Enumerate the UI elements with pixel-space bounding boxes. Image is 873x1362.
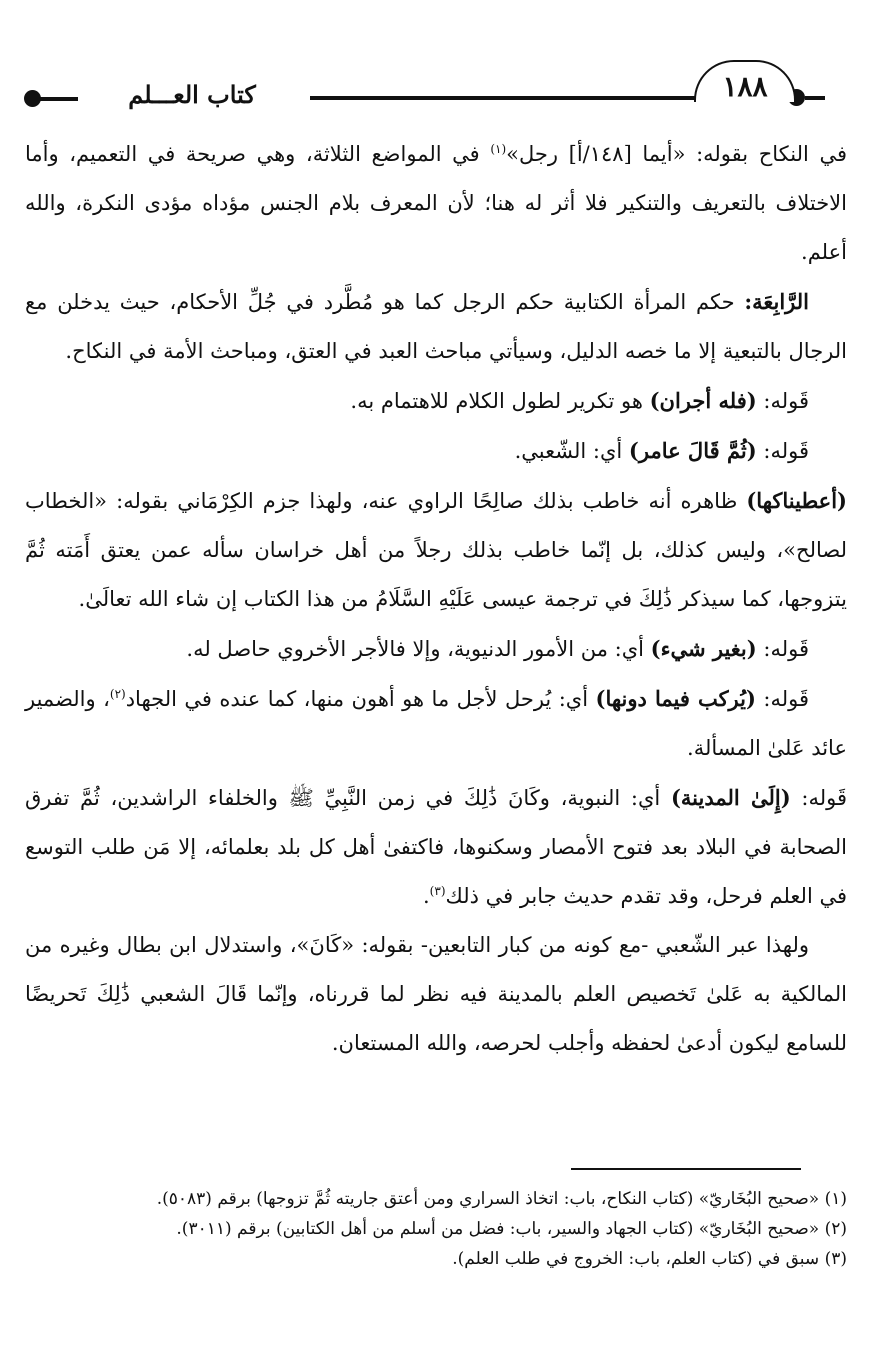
paragraph-6: [25, 624, 847, 674]
paragraph-1-text-cont: في المواضع الثلاثة، وهي صريحة في التعميم، وأما الاختلاف بالتعريف والتنكير فلا أثر له هنا؛ لأن المعرف بلام الجنس مؤداه مؤدى النكرة، والله أعلم.: [25, 142, 847, 264]
footnotes: [25, 1184, 847, 1274]
footnote-3: (٣) سبق في (كتاب العلم، باب: الخروج في طلب العلم).: [452, 1249, 847, 1269]
header-rule-left: [38, 97, 78, 101]
quoted-phrase: (يُركب فيما دونها): [595, 686, 756, 711]
quoted-phrase: (بغير شيء): [650, 636, 757, 661]
qawluh-prefix: قَوله:: [755, 687, 810, 711]
qawluh-prefix: قَوله:: [756, 637, 809, 661]
paragraph-2-text: حكم المرأة الكتابية حكم الرجل كما هو مُطَّرد في جُلِّ الأحكام، حيث يدخلن مع الرجال بالتبعية إلا ما خصه الدليل، وسيأتي مباحث العبد في العتق، ومباحث الأمة في النكاح.: [25, 290, 847, 363]
paragraph-8-text-cont: .: [422, 884, 430, 908]
header-rule: [310, 96, 698, 100]
paragraph-2: [25, 277, 847, 376]
paragraph-4-text: أي: الشّعبي.: [514, 439, 629, 463]
paragraph-7-text: أي: يُرحل لأجل ما هو أهون منها، كما عنده في الجهاد: [125, 687, 596, 711]
qawluh-prefix: قَوله:: [756, 389, 809, 413]
paragraph-5: [25, 476, 847, 624]
quoted-phrase: (فله أجران): [649, 388, 757, 413]
paragraph-5-text: ظاهره أنه خاطب بذلك صالِحًا الراوي عنه، ولهذا جزم الكِرْمَاني بقوله: «الخطاب لصالح»، وليس كذلك، بل إنّما خاطب بذلك رجلاً من أهل خراسان سأله عمن يعتق أَمَته ثُمَّ يتزوجها، كما سيذكر ذَٰلِكَ في ترجمة عيسى عَلَيْهِ السَّلَامُ من هذا الكتاب إن شاء الله تعالَىٰ.: [25, 489, 847, 611]
section-lead: الرَّابِعَة:: [744, 289, 809, 314]
footnote-ref-2: (٢): [109, 687, 126, 701]
footnote-2: (٢) «صحيح البُخَاريّ» (كتاب الجهاد والسير، باب: فضل من أسلم من أهل الكتابين) برقم (٣٠١١).: [176, 1219, 847, 1239]
paragraph-3-text: هو تكرير لطول الكلام للاهتمام به.: [350, 389, 650, 413]
page-number: ١٨٨: [694, 60, 796, 102]
footnote-separator: [571, 1168, 801, 1170]
paragraph-1: [25, 130, 847, 277]
quoted-phrase: (أعطيناكها): [746, 488, 847, 513]
quoted-phrase: (إِلَىٰ المدينة): [670, 785, 791, 810]
paragraph-9-text: ولهذا عبر الشّعبي -مع كونه من كبار التابعين- بقوله: «كَانَ»، واستدلال ابن بطال وغيره من المالكية به عَلىٰ تَخصيص العلم بالمدينة فيه نظر لما قررناه، وإنّما قَالَ الشعبي ذَٰلِكَ تَحريضًا للسامع ليكون أدعىٰ لحفظه وأجلب لحرصه، والله المستعان.: [25, 933, 847, 1055]
header-ornament-dot-left: [24, 90, 41, 107]
main-text: [25, 130, 847, 1068]
paragraph-6-text: أي: من الأمور الدنيوية، وإلا فالأجر الأخروي حاصل له.: [186, 637, 651, 661]
qawluh-prefix: قَوله:: [790, 786, 847, 810]
footnote-ref-1: (١): [490, 142, 507, 156]
paragraph-7: [25, 674, 847, 773]
paragraph-8: [25, 773, 847, 921]
paragraph-9: [25, 921, 847, 1068]
paragraph-3: [25, 376, 847, 426]
quoted-phrase: (ثُمَّ قَالَ عامر): [628, 438, 757, 463]
paragraph-7-text-cont: ، والضمير عائد عَلىٰ المسألة.: [25, 687, 847, 760]
qawluh-prefix: قَوله:: [756, 439, 809, 463]
running-header: [0, 60, 873, 130]
header-rule-right: [805, 96, 825, 100]
paragraph-8-text: أي: النبوية، وكَانَ ذَٰلِكَ في زمن النَّبِيِّ ﷺ والخلفاء الراشدين، ثُمَّ تفرق الصحابة في البلاد بعد فتوح الأمصار وسكنوها، فاكتفىٰ أهل كل بلد بعلمائه، إلا مَن طلب التوسع في العلم فرحل، وقد تقدم حديث جابر في ذلك: [25, 786, 847, 908]
paragraph-4: [25, 426, 847, 476]
footnote-1: (١) «صحيح البُخَاريّ» (كتاب النكاح، باب: اتخاذ السراري ومن أعتق جاريته ثُمَّ تزوجها) برقم (٥٠٨٣).: [156, 1189, 847, 1209]
footnote-ref-3: (٣): [429, 884, 446, 898]
running-title: كتاب العـــلم: [128, 80, 256, 109]
paragraph-1-text: في النكاح بقوله: «أيما [١٤٨/أ] رجل»: [506, 142, 847, 166]
